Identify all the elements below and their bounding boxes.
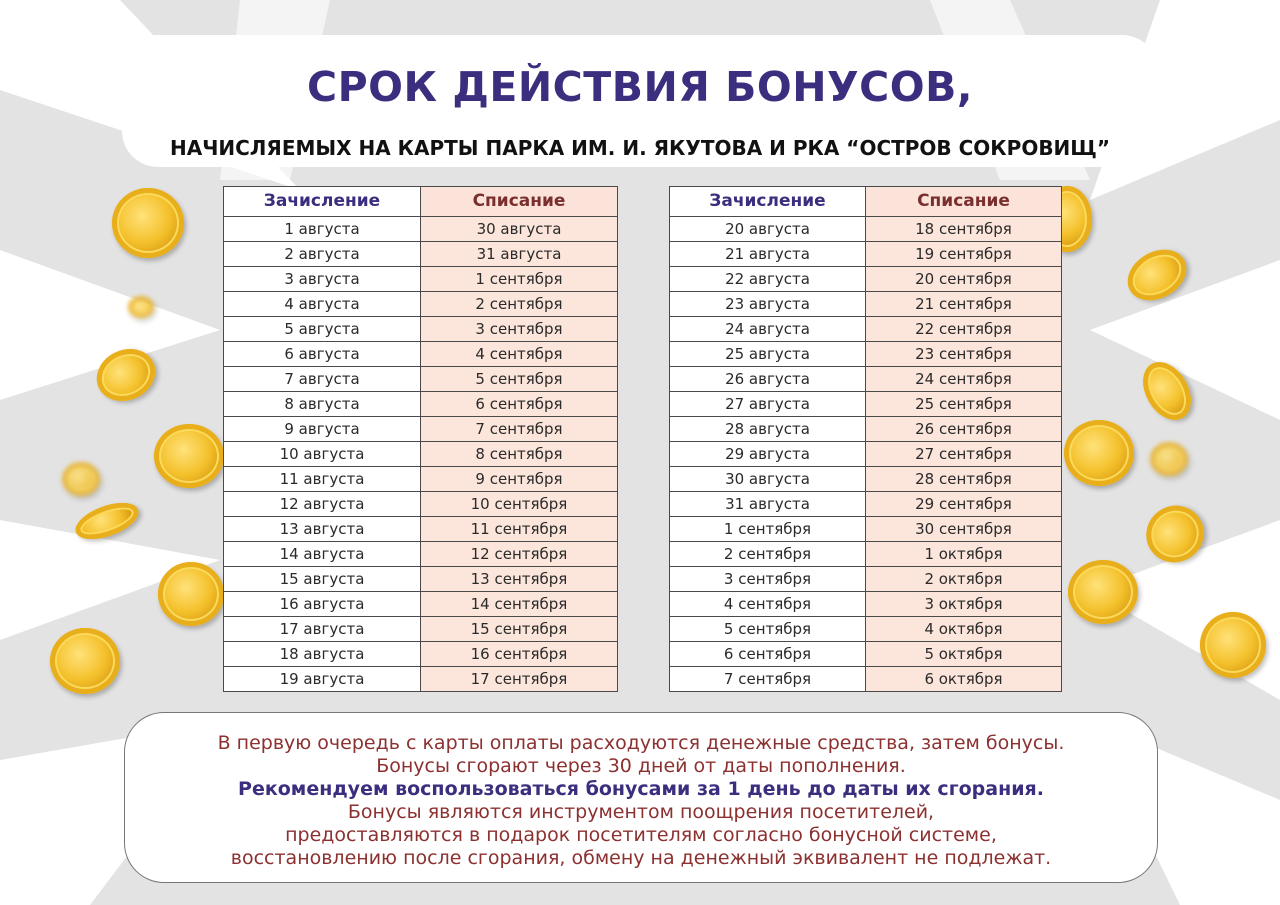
accrual-date-cell: 17 августа (224, 617, 421, 642)
writeoff-date-cell: 4 октября (866, 617, 1062, 642)
accrual-date-cell: 2 августа (224, 242, 421, 267)
table-row (224, 217, 618, 242)
table-row (224, 367, 618, 392)
notice-line: восстановлению после сгорания, обмену на денежный эквивалент не подлежат. (230, 847, 1052, 869)
writeoff-date-cell: 26 сентября (866, 417, 1062, 442)
table-row (224, 617, 618, 642)
writeoff-date-cell: 30 августа (421, 217, 618, 242)
column-header-accrual: Зачисление (670, 187, 866, 217)
accrual-date-cell: 21 августа (670, 242, 866, 267)
accrual-date-cell: 14 августа (224, 542, 421, 567)
writeoff-date-cell: 29 сентября (866, 492, 1062, 517)
writeoff-date-cell: 4 сентября (421, 342, 618, 367)
writeoff-date-cell: 6 октября (866, 667, 1062, 692)
accrual-date-cell: 5 сентября (670, 617, 866, 642)
writeoff-date-cell: 2 октября (866, 567, 1062, 592)
writeoff-date-cell: 23 сентября (866, 342, 1062, 367)
accrual-date-cell: 4 сентября (670, 592, 866, 617)
table-row (670, 592, 1062, 617)
writeoff-date-cell: 31 августа (421, 242, 618, 267)
column-header-writeoff: Списание (421, 187, 618, 217)
coin-decoration (1064, 420, 1134, 486)
table-row (670, 667, 1062, 692)
table-row (224, 592, 618, 617)
accrual-date-cell: 8 августа (224, 392, 421, 417)
bonus-dates-table-left (223, 186, 618, 692)
table-row (670, 267, 1062, 292)
accrual-date-cell: 24 августа (670, 317, 866, 342)
table-row (670, 567, 1062, 592)
accrual-date-cell: 3 сентября (670, 567, 866, 592)
coin-decoration (1150, 442, 1188, 476)
table-row (670, 392, 1062, 417)
writeoff-date-cell: 3 сентября (421, 317, 618, 342)
notice-line: Бонусы сгорают через 30 дней от даты пополнения. (376, 755, 906, 777)
writeoff-date-cell: 5 сентября (421, 367, 618, 392)
coin-decoration (154, 424, 224, 488)
table-row (670, 292, 1062, 317)
writeoff-date-cell: 28 сентября (866, 467, 1062, 492)
writeoff-date-cell: 10 сентября (421, 492, 618, 517)
writeoff-date-cell: 11 сентября (421, 517, 618, 542)
accrual-date-cell: 12 августа (224, 492, 421, 517)
writeoff-date-cell: 18 сентября (866, 217, 1062, 242)
table-header-row (670, 187, 1062, 217)
writeoff-date-cell: 27 сентября (866, 442, 1062, 467)
table-row (670, 317, 1062, 342)
accrual-date-cell: 30 августа (670, 467, 866, 492)
table-row (224, 342, 618, 367)
table-row (670, 417, 1062, 442)
coin-decoration (62, 462, 100, 496)
column-header-accrual: Зачисление (224, 187, 421, 217)
accrual-date-cell: 4 августа (224, 292, 421, 317)
accrual-date-cell: 16 августа (224, 592, 421, 617)
writeoff-date-cell: 9 сентября (421, 467, 618, 492)
writeoff-date-cell: 13 сентября (421, 567, 618, 592)
column-header-writeoff: Списание (866, 187, 1062, 217)
table-row (670, 217, 1062, 242)
accrual-date-cell: 10 августа (224, 442, 421, 467)
table-row (224, 442, 618, 467)
notice-line: В первую очередь с карты оплаты расходуются денежные средства, затем бонусы. (217, 732, 1065, 754)
writeoff-date-cell: 17 сентября (421, 667, 618, 692)
accrual-date-cell: 23 августа (670, 292, 866, 317)
accrual-date-cell: 5 августа (224, 317, 421, 342)
writeoff-date-cell: 12 сентября (421, 542, 618, 567)
page-title: СРОК ДЕЙСТВИЯ БОНУСОВ, (307, 63, 973, 111)
accrual-date-cell: 28 августа (670, 417, 866, 442)
notice-recommendation: Рекомендуем воспользоваться бонусами за 1 день до даты их сгорания. (238, 778, 1044, 800)
table-row (670, 442, 1062, 467)
table-row (224, 267, 618, 292)
writeoff-date-cell: 1 октября (866, 542, 1062, 567)
table-row (224, 392, 618, 417)
writeoff-date-cell: 20 сентября (866, 267, 1062, 292)
coin-decoration (112, 188, 184, 258)
accrual-date-cell: 3 августа (224, 267, 421, 292)
accrual-date-cell: 1 сентября (670, 517, 866, 542)
table-row (670, 342, 1062, 367)
writeoff-date-cell: 5 октября (866, 642, 1062, 667)
accrual-date-cell: 27 августа (670, 392, 866, 417)
accrual-date-cell: 19 августа (224, 667, 421, 692)
writeoff-date-cell: 14 сентября (421, 592, 618, 617)
coin-decoration (128, 296, 154, 318)
coin-decoration (50, 628, 120, 694)
table-header-row (224, 187, 618, 217)
accrual-date-cell: 7 сентября (670, 667, 866, 692)
table-row (670, 617, 1062, 642)
writeoff-date-cell: 15 сентября (421, 617, 618, 642)
table-row (224, 467, 618, 492)
accrual-date-cell: 6 сентября (670, 642, 866, 667)
writeoff-date-cell: 19 сентября (866, 242, 1062, 267)
accrual-date-cell: 15 августа (224, 567, 421, 592)
table-row (224, 517, 618, 542)
accrual-date-cell: 2 сентября (670, 542, 866, 567)
table-row (670, 242, 1062, 267)
writeoff-date-cell: 8 сентября (421, 442, 618, 467)
accrual-date-cell: 11 августа (224, 467, 421, 492)
writeoff-date-cell: 6 сентября (421, 392, 618, 417)
page-subtitle: НАЧИСЛЯЕМЫХ НА КАРТЫ ПАРКА ИМ. И. ЯКУТОВА И РКА “ОСТРОВ СОКРОВИЩ” (170, 136, 1110, 160)
table-row (224, 242, 618, 267)
accrual-date-cell: 7 августа (224, 367, 421, 392)
notice-line: Бонусы являются инструментом поощрения посетителей, (347, 801, 935, 823)
accrual-date-cell: 26 августа (670, 367, 866, 392)
writeoff-date-cell: 7 сентября (421, 417, 618, 442)
accrual-date-cell: 9 августа (224, 417, 421, 442)
writeoff-date-cell: 30 сентября (866, 517, 1062, 542)
table-row (670, 542, 1062, 567)
writeoff-date-cell: 3 октября (866, 592, 1062, 617)
writeoff-date-cell: 1 сентября (421, 267, 618, 292)
writeoff-date-cell: 25 сентября (866, 392, 1062, 417)
table-row (224, 567, 618, 592)
accrual-date-cell: 1 августа (224, 217, 421, 242)
writeoff-date-cell: 24 сентября (866, 367, 1062, 392)
coin-decoration (1068, 560, 1138, 624)
notice-panel (124, 712, 1158, 883)
accrual-date-cell: 18 августа (224, 642, 421, 667)
table-row (224, 542, 618, 567)
table-row (670, 517, 1062, 542)
table-row (224, 667, 618, 692)
accrual-date-cell: 29 августа (670, 442, 866, 467)
notice-line: предоставляются в подарок посетителям согласно бонусной системе, (285, 824, 997, 846)
writeoff-date-cell: 2 сентября (421, 292, 618, 317)
writeoff-date-cell: 21 сентября (866, 292, 1062, 317)
header-banner (122, 35, 1158, 167)
accrual-date-cell: 25 августа (670, 342, 866, 367)
table-row (224, 417, 618, 442)
coin-decoration (158, 562, 224, 626)
accrual-date-cell: 13 августа (224, 517, 421, 542)
accrual-date-cell: 31 августа (670, 492, 866, 517)
bonus-dates-table-right (669, 186, 1062, 692)
table-row (670, 467, 1062, 492)
table-row (224, 492, 618, 517)
table-row (670, 367, 1062, 392)
coin-decoration (1200, 612, 1266, 678)
writeoff-date-cell: 22 сентября (866, 317, 1062, 342)
accrual-date-cell: 22 августа (670, 267, 866, 292)
accrual-date-cell: 20 августа (670, 217, 866, 242)
writeoff-date-cell: 16 сентября (421, 642, 618, 667)
table-row (670, 492, 1062, 517)
table-row (224, 292, 618, 317)
table-row (224, 642, 618, 667)
accrual-date-cell: 6 августа (224, 342, 421, 367)
table-row (224, 317, 618, 342)
table-row (670, 642, 1062, 667)
